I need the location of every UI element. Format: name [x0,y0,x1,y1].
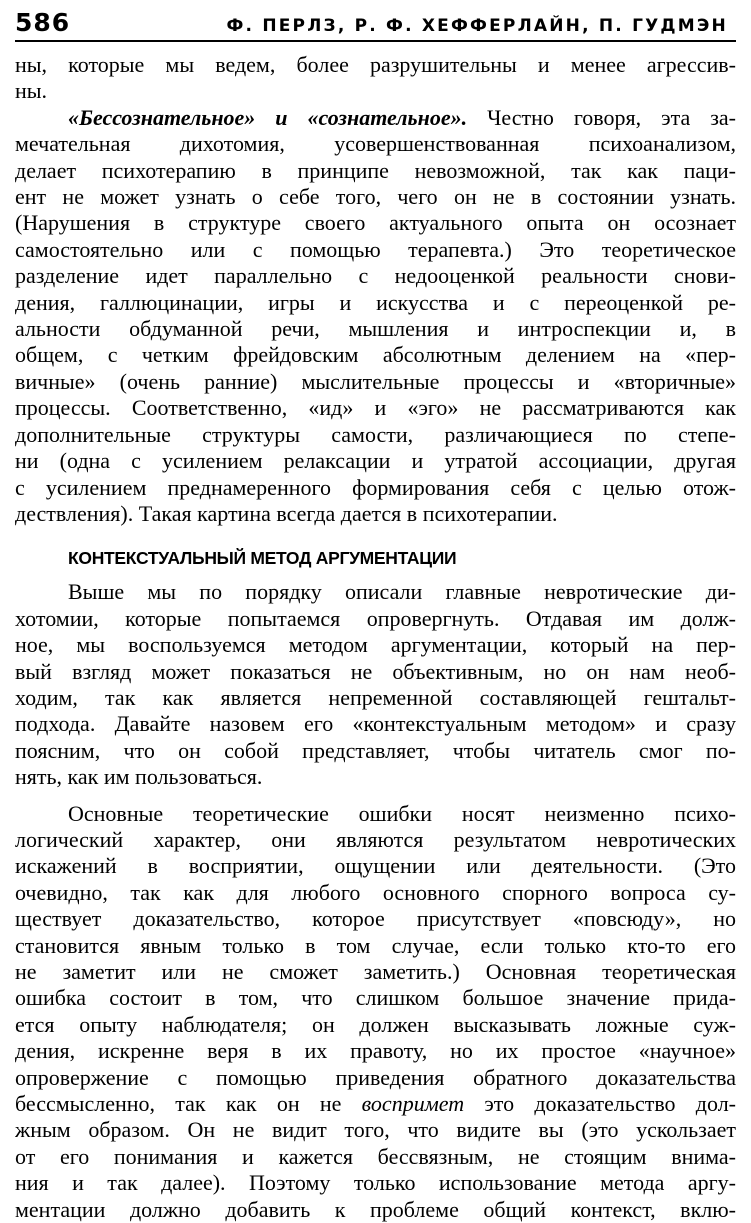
text-fragment: это доказательство дол- [464,1091,736,1117]
text-line [15,1091,736,1117]
paragraph-unconscious-conscious [15,105,736,528]
text-line: опровержение с помощью приведения обратного доказательства [15,1064,736,1090]
text-line: ния и так далее). Поэтому только использование метода аргу- [15,1170,736,1196]
text-line: хотомии, которые попытаемся опровергнуть. Отдавая им долж- [15,605,736,631]
text-fragment: бессмысленно, так как он не [15,1091,342,1117]
text-line: ное, мы воспользуемся методом аргументации, который на пер- [15,632,736,658]
text-line: ется опыту наблюдателя; он должен высказывать ложные суж- [15,1011,736,1037]
text-line: процессы. Соответственно, «ид» и «эго» не рассматриваются как [15,395,736,421]
text-line: ны. [15,78,48,104]
text-line: логический характер, они являются результатом невротических [15,826,736,852]
text-line [15,105,736,131]
text-line: делает психотерапию в принципе невозможной, так как паци- [15,157,736,183]
text-line: поясним, что он собой представляет, чтобы читатель смог по- [15,737,736,763]
paragraph-lead-in: «Бессознательное» и «сознательное». [68,104,468,130]
text-line: дополнительные структуры самости, различающиеся по степе- [15,421,736,447]
text-line: Выше мы по порядку описали главные невротические ди- [68,579,736,605]
text-line: дения, искренне веря в их правоту, но их простое «научное» [15,1038,736,1064]
text-line: ходим, так как является непременной составляющей гештальт- [15,684,736,710]
paragraph-theoretical-errors [15,801,736,1223]
text-line: ошибка состоит в том, что слишком большое значение прида- [15,985,736,1011]
page-number: 586 [15,8,71,37]
book-page [15,8,736,1223]
text-line: подхода. Давайте назовем его «контекстуальным методом» и сразу [15,711,736,737]
text-line: ент не может узнать о себе того, чего он не в состоянии узнать. [15,184,736,210]
text-line: от его понимания и кажется бессвязным, не стоящим внима- [15,1143,736,1169]
text-line: мечательная дихотомия, усовершенствованная психоанализом, [15,131,736,157]
text-line: ществует доказательство, которое присутствует «повсюду», но [15,906,736,932]
emphasized-word: воспримет [361,1091,465,1117]
section-heading: КОНТЕКСТУАЛЬНЫЙ МЕТОД АРГУМЕНТАЦИИ [68,548,457,569]
text-line: не заметит или не сможет заметить.) Основная теоретическая [15,959,736,984]
body-text [15,52,736,1223]
text-line: ни (одна с усилением релаксации и утратой ассоциации, другая [15,448,736,474]
text-line: самостоятельно или с помощью терапевта.) Это теоретическое [15,236,736,262]
text-line: искажений в восприятии, ощущении или деятельности. (Это [15,853,736,879]
text-fragment: Честно говоря, эта за- [467,104,736,130]
text-line: очевидно, так как для любого основного спорного вопроса су- [15,879,736,905]
text-line: вичные» (очень ранние) мыслительные процессы и «вторичные» [15,368,736,394]
text-line: ны, которые мы ведем, более разрушительны и менее агрессив- [15,52,736,77]
text-line: дествления). Такая картина всегда дается в психотерапии. [15,500,558,526]
running-head-authors: Ф. ПЕРЛЗ, Р. Ф. ХЕФФЕРЛАЙН, П. ГУДМЭН [226,16,728,36]
text-line: дения, галлюцинации, игры и искусства и с переоценкой ре- [15,289,736,315]
paragraph-continuation [15,52,736,105]
text-line: Основные теоретические ошибки носят неизменно психо- [68,800,736,826]
text-line: (Нарушения в структуре своего актуального опыта он осознает [15,210,736,236]
text-line: становится явным только в том случае, если только кто-то его [15,932,736,958]
text-line: нять, как им пользоваться. [15,764,263,790]
text-line: альности обдуманной речи, мышления и интроспекции и, в [15,316,736,342]
text-line: ментации должно добавить к проблеме общий контекст, вклю- [15,1196,736,1222]
running-head [15,8,736,42]
paragraph-method-intro [15,579,736,790]
text-line: вый взгляд может показаться не объективным, но он нам необ- [15,658,736,684]
text-line: разделение идет параллельно с недооценкой реальности снови- [15,263,736,289]
text-line: общем, с четким фрейдовским абсолютным делением на «пер- [15,342,736,368]
text-line: с усилением преднамеренного формирования себя с целью отож- [15,474,736,500]
text-line: жным образом. Он не видит того, что видите вы (это ускользает [15,1117,736,1143]
